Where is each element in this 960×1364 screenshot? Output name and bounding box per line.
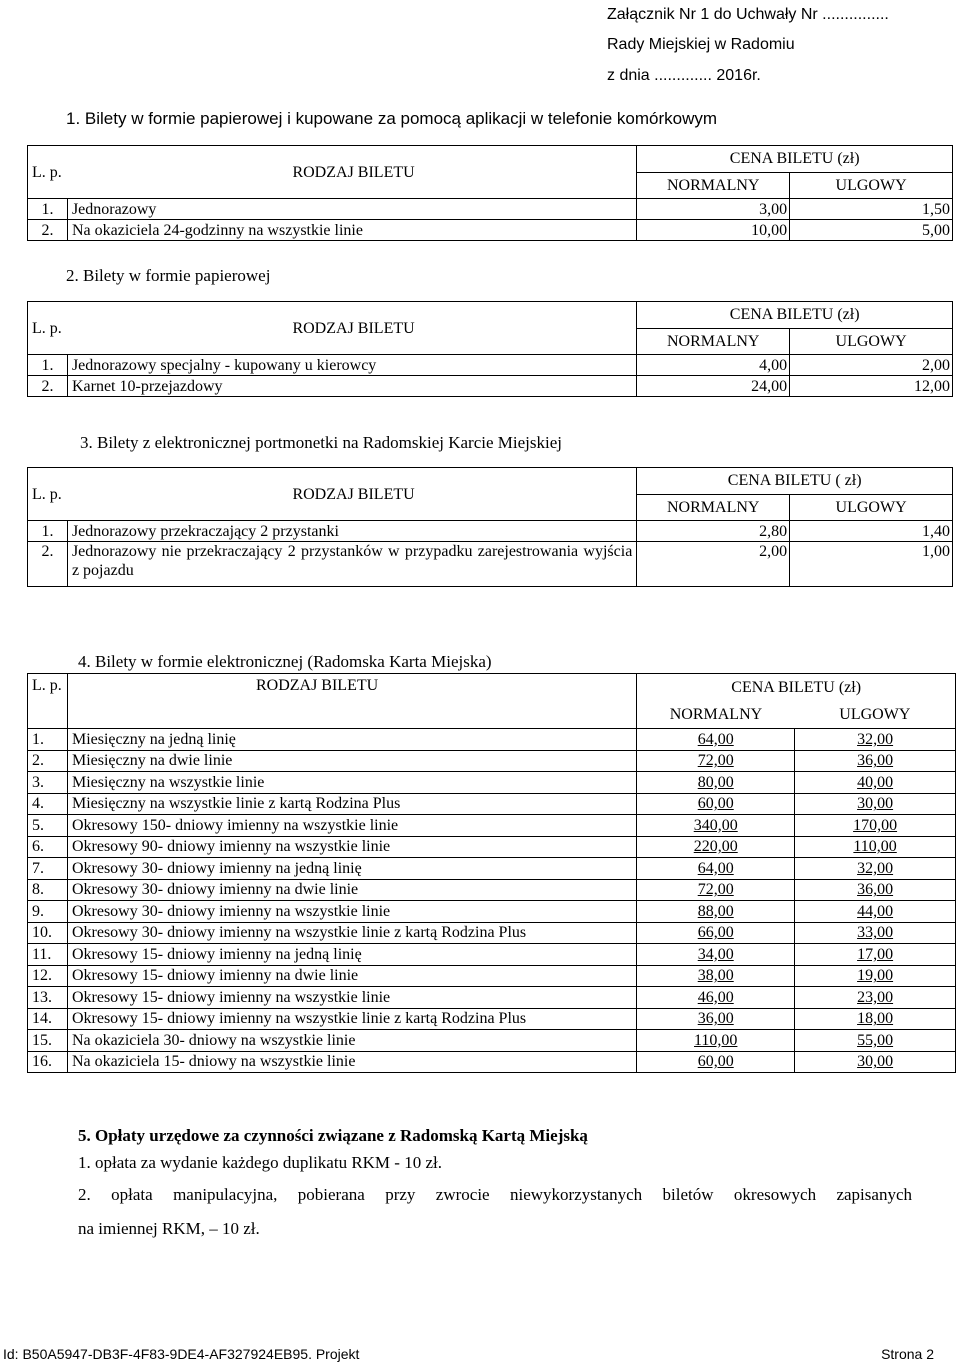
- row-normal-price: 60,00: [637, 1051, 795, 1073]
- row-name: Okresowy 30- dniowy imienny na dwie linie: [67, 879, 636, 901]
- row-reduced-price: 23,00: [795, 987, 956, 1009]
- table-row: [28, 1051, 956, 1073]
- col-price-header: CENA BILETU (zł): [637, 146, 953, 173]
- row-lp: 2.: [28, 542, 68, 587]
- row-lp: 3.: [28, 772, 68, 794]
- row-lp: 6.: [28, 836, 68, 858]
- table-row: [28, 815, 956, 837]
- row-normal-price: 10,00: [637, 220, 790, 241]
- section-2-table: [27, 301, 953, 397]
- col-normal-header: NORMALNY: [637, 172, 790, 199]
- row-reduced-price: 12,00: [790, 376, 953, 397]
- row-name: Okresowy 15- dniowy imienny na wszystkie linie: [67, 987, 636, 1009]
- row-lp: 2.: [28, 220, 68, 241]
- row-normal-price: 72,00: [637, 750, 795, 772]
- row-reduced-price: 18,00: [795, 1008, 956, 1030]
- col-lp-header: L. p.: [28, 468, 68, 521]
- row-normal-price: 60,00: [637, 793, 795, 815]
- row-reduced-price: 19,00: [795, 965, 956, 987]
- row-normal-price: 38,00: [637, 965, 795, 987]
- row-reduced-price: 32,00: [795, 858, 956, 880]
- row-reduced-price: 33,00: [795, 922, 956, 944]
- col-reduced-header: ULGOWY: [795, 701, 956, 729]
- section-5-item-1: 1. opłata za wydanie każdego duplikatu RKM - 10 zł.: [78, 1153, 442, 1172]
- col-normal-header: NORMALNY: [637, 328, 790, 355]
- table-row: [28, 858, 956, 880]
- row-reduced-price: 40,00: [795, 772, 956, 794]
- row-lp: 5.: [28, 815, 68, 837]
- row-name: Okresowy 15- dniowy imienny na jedną linię: [67, 944, 636, 966]
- row-name: Okresowy 30- dniowy imienny na wszystkie linie: [67, 901, 636, 923]
- table-row: [28, 521, 953, 542]
- row-name: Okresowy 15- dniowy imienny na dwie linie: [67, 965, 636, 987]
- table-row: [28, 729, 956, 751]
- row-name: Okresowy 90- dniowy imienny na wszystkie linie: [67, 836, 636, 858]
- row-normal-price: 2,00: [637, 542, 790, 587]
- row-name: Jednorazowy przekraczający 2 przystanki: [67, 521, 636, 542]
- row-lp: 15.: [28, 1030, 68, 1052]
- table-row: [28, 987, 956, 1009]
- row-normal-price: 64,00: [637, 858, 795, 880]
- row-normal-price: 46,00: [637, 987, 795, 1009]
- row-name: Karnet 10-przejazdowy: [67, 376, 636, 397]
- row-lp: 12.: [28, 965, 68, 987]
- row-lp: 13.: [28, 987, 68, 1009]
- row-reduced-price: 5,00: [790, 220, 953, 241]
- footer-page-number: Strona 2: [881, 1346, 934, 1362]
- row-name: Miesięczny na wszystkie linie z kartą Rodzina Plus: [67, 793, 636, 815]
- row-reduced-price: 17,00: [795, 944, 956, 966]
- col-price-header: CENA BILETU ( zł): [637, 468, 953, 495]
- row-normal-price: 340,00: [637, 815, 795, 837]
- row-lp: 2.: [28, 376, 68, 397]
- table-row: [28, 922, 956, 944]
- row-reduced-price: 30,00: [795, 793, 956, 815]
- row-normal-price: 220,00: [637, 836, 795, 858]
- row-lp: 9.: [28, 901, 68, 923]
- row-normal-price: 88,00: [637, 901, 795, 923]
- row-lp: 8.: [28, 879, 68, 901]
- col-normal-header: NORMALNY: [637, 701, 795, 729]
- row-reduced-price: 1,50: [790, 199, 953, 220]
- section-5-title: 5. Opłaty urzędowe za czynności związane z Radomską Kartą Miejską: [78, 1126, 588, 1145]
- row-lp: 1.: [28, 199, 68, 220]
- row-lp: 16.: [28, 1051, 68, 1073]
- table-row: [28, 355, 953, 376]
- col-reduced-header: ULGOWY: [790, 172, 953, 199]
- table-row: [28, 1008, 956, 1030]
- col-price-header: CENA BILETU (zł): [637, 302, 953, 329]
- row-reduced-price: 170,00: [795, 815, 956, 837]
- section-2-title: 2. Bilety w formie papierowej: [66, 266, 271, 285]
- row-normal-price: 3,00: [637, 199, 790, 220]
- table-row: [28, 542, 953, 587]
- table-row: [28, 836, 956, 858]
- row-name: Okresowy 30- dniowy imienny na wszystkie linie z kartą Rodzina Plus: [67, 922, 636, 944]
- col-normal-header: NORMALNY: [637, 494, 790, 521]
- table-row: [28, 901, 956, 923]
- row-name: Okresowy 30- dniowy imienny na jedną linię: [67, 858, 636, 880]
- row-normal-price: 2,80: [637, 521, 790, 542]
- table-row: [28, 199, 953, 220]
- row-reduced-price: 30,00: [795, 1051, 956, 1073]
- row-lp: 2.: [28, 750, 68, 772]
- row-normal-price: 24,00: [637, 376, 790, 397]
- row-normal-price: 110,00: [637, 1030, 795, 1052]
- table-row: [28, 1030, 956, 1052]
- section-5-item-2-line-1: 2. opłata manipulacyjna, pobierana przy zwrocie niewykorzystanych biletów okresowych zapisanych: [78, 1185, 912, 1204]
- col-reduced-header: ULGOWY: [790, 494, 953, 521]
- row-normal-price: 4,00: [637, 355, 790, 376]
- header-line-1: Załącznik Nr 1 do Uchwały Nr ...............: [607, 6, 889, 23]
- row-name: Na okaziciela 24-godzinny na wszystkie linie: [67, 220, 636, 241]
- row-name: Okresowy 15- dniowy imienny na wszystkie linie z kartą Rodzina Plus: [67, 1008, 636, 1030]
- row-name: Miesięczny na dwie linie: [67, 750, 636, 772]
- col-type-header: RODZAJ BILETU: [67, 302, 636, 355]
- section-1-title: 1. Bilety w formie papierowej i kupowane za pomocą aplikacji w telefonie komórkowym: [66, 109, 718, 128]
- section-4-table: [27, 673, 956, 1073]
- col-type-header: RODZAJ BILETU: [67, 468, 636, 521]
- footer-document-id: Id: B50A5947-DB3F-4F83-9DE4-AF327924EB95. Projekt: [3, 1346, 360, 1362]
- row-normal-price: 72,00: [637, 879, 795, 901]
- table-row: [28, 965, 956, 987]
- header-line-3: z dnia ............. 2016r.: [607, 67, 761, 84]
- row-name: Jednorazowy nie przekraczający 2 przystanków w przypadku zarejestrowania wyjścia z pojazdu: [67, 542, 636, 587]
- row-reduced-price: 55,00: [795, 1030, 956, 1052]
- row-lp: 7.: [28, 858, 68, 880]
- col-reduced-header: ULGOWY: [790, 328, 953, 355]
- col-type-header: RODZAJ BILETU: [67, 674, 636, 729]
- section-3-title: 3. Bilety z elektronicznej portmonetki na Radomskiej Karcie Miejskiej: [80, 433, 563, 452]
- row-reduced-price: 1,00: [790, 542, 953, 587]
- row-lp: 1.: [28, 355, 68, 376]
- row-reduced-price: 36,00: [795, 879, 956, 901]
- section-5-item-2-line-2: na imiennej RKM, – 10 zł.: [78, 1219, 260, 1238]
- row-lp: 4.: [28, 793, 68, 815]
- row-lp: 1.: [28, 729, 68, 751]
- row-reduced-price: 110,00: [795, 836, 956, 858]
- row-lp: 10.: [28, 922, 68, 944]
- row-name: Jednorazowy specjalny - kupowany u kierowcy: [67, 355, 636, 376]
- col-type-header: RODZAJ BILETU: [67, 146, 636, 199]
- row-reduced-price: 1,40: [790, 521, 953, 542]
- row-name: Na okaziciela 15- dniowy na wszystkie linie: [67, 1051, 636, 1073]
- row-reduced-price: 32,00: [795, 729, 956, 751]
- row-normal-price: 34,00: [637, 944, 795, 966]
- col-lp-header: L. p.: [28, 302, 68, 355]
- table-row: [28, 220, 953, 241]
- section-4-title: 4. Bilety w formie elektronicznej (Radomska Karta Miejska): [78, 652, 492, 671]
- row-reduced-price: 36,00: [795, 750, 956, 772]
- row-normal-price: 66,00: [637, 922, 795, 944]
- row-reduced-price: 2,00: [790, 355, 953, 376]
- section-1-table: [27, 145, 953, 241]
- table-row: [28, 793, 956, 815]
- col-lp-header: L. p.: [28, 146, 68, 199]
- table-row: [28, 772, 956, 794]
- section-3-table: [27, 467, 953, 587]
- header-line-2: Rady Miejskiej w Radomiu: [607, 36, 795, 53]
- row-normal-price: 80,00: [637, 772, 795, 794]
- row-normal-price: 64,00: [637, 729, 795, 751]
- row-name: Na okaziciela 30- dniowy na wszystkie linie: [67, 1030, 636, 1052]
- col-lp-header: L. p.: [28, 674, 68, 729]
- col-price-header: CENA BILETU (zł): [637, 674, 956, 702]
- row-name: Jednorazowy: [67, 199, 636, 220]
- row-normal-price: 36,00: [637, 1008, 795, 1030]
- row-lp: 14.: [28, 1008, 68, 1030]
- row-lp: 1.: [28, 521, 68, 542]
- row-name: Miesięczny na wszystkie linie: [67, 772, 636, 794]
- table-row: [28, 879, 956, 901]
- row-name: Miesięczny na jedną linię: [67, 729, 636, 751]
- table-row: [28, 750, 956, 772]
- row-name: Okresowy 150- dniowy imienny na wszystkie linie: [67, 815, 636, 837]
- table-row: [28, 944, 956, 966]
- row-reduced-price: 44,00: [795, 901, 956, 923]
- row-lp: 11.: [28, 944, 68, 966]
- table-row: [28, 376, 953, 397]
